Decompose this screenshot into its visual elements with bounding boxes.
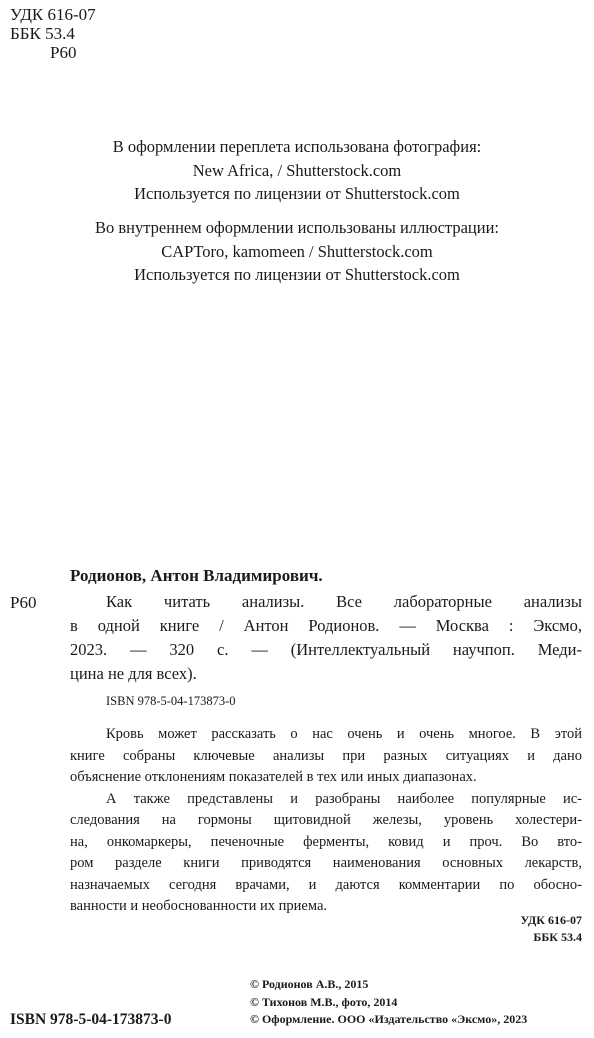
abstract-line: ванности и необоснованности их приема. bbox=[70, 898, 327, 914]
abstract-line: А также представлены и разобраны наиболее популярные ис- bbox=[106, 790, 582, 807]
isbn-small: ISBN 978-5-04-173873-0 bbox=[106, 694, 236, 708]
isbn-footer: ISBN 978-5-04-173873-0 bbox=[10, 1011, 172, 1028]
abstract-line: на, онкомаркеры, печеночные ферменты, ковид и проч. Во вто- bbox=[70, 833, 582, 850]
abstract bbox=[70, 724, 582, 918]
udk-code: УДК 616-07 bbox=[10, 5, 96, 24]
author-mark-left: Р60 bbox=[10, 593, 37, 612]
abstract-line: назначаемых сегодня врачами, и даются комментарии по обосно- bbox=[70, 876, 582, 893]
cover-credit-line: New Africa, / Shutterstock.com bbox=[192, 160, 402, 180]
abstract-line: книге собраны ключевые анализы при разных ситуациях и дано bbox=[70, 747, 582, 764]
abstract-line: объяснение отклонениям показателей в тех или иных диапазонах. bbox=[70, 769, 477, 785]
description-line: в одной книге / Антон Родионов. — Москва : Эксмо, bbox=[70, 616, 582, 635]
description-line: 2023. — 320 с. — (Интеллектуальный научпоп. Меди- bbox=[70, 640, 582, 659]
interior-credits bbox=[0, 216, 594, 287]
interior-credit-line: Во внутреннем оформлении использованы иллюстрации: bbox=[95, 218, 499, 237]
author-mark: Р60 bbox=[50, 43, 77, 62]
abstract-line: Кровь может рассказать о нас очень и очень многое. В этой bbox=[106, 726, 582, 742]
copyright-block bbox=[250, 976, 527, 1029]
interior-credit-line: CAPToro, kamomeen / Shutterstock.com bbox=[161, 241, 433, 261]
description-line: Как читать анализы. Все лабораторные анализы bbox=[106, 592, 582, 611]
cover-credit-line: В оформлении переплета использована фотография: bbox=[112, 137, 482, 156]
copyright-line: © Тихонов М.В., фото, 2014 bbox=[250, 994, 398, 1009]
bibliographic-description bbox=[70, 590, 582, 686]
author-heading: Родионов, Антон Владимирович. bbox=[70, 566, 323, 585]
bbk-code: ББК 53.4 bbox=[10, 24, 75, 43]
cover-credits bbox=[0, 135, 594, 206]
codes-right bbox=[520, 912, 582, 945]
interior-credit-line: Используется по лицензии от Shutterstock.com bbox=[134, 265, 460, 284]
abstract-line: ром разделе книги приводятся наименования основных лекарств, bbox=[70, 855, 582, 871]
copyright-line: © Родионов А.В., 2015 bbox=[250, 977, 369, 991]
classification-codes bbox=[10, 5, 96, 62]
description-line: цина не для всех). bbox=[70, 664, 197, 683]
copyright-line: © Оформление. ООО «Издательство «Эксмо», 2023 bbox=[250, 1012, 528, 1026]
udk-code-right: УДК 616-07 bbox=[520, 913, 582, 927]
cover-credit-line: Используется по лицензии от Shutterstock.com bbox=[134, 184, 460, 203]
abstract-line: следования на гормоны щитовидной железы, уровень холестери- bbox=[70, 812, 582, 828]
bbk-code-right: ББК 53.4 bbox=[533, 929, 582, 944]
